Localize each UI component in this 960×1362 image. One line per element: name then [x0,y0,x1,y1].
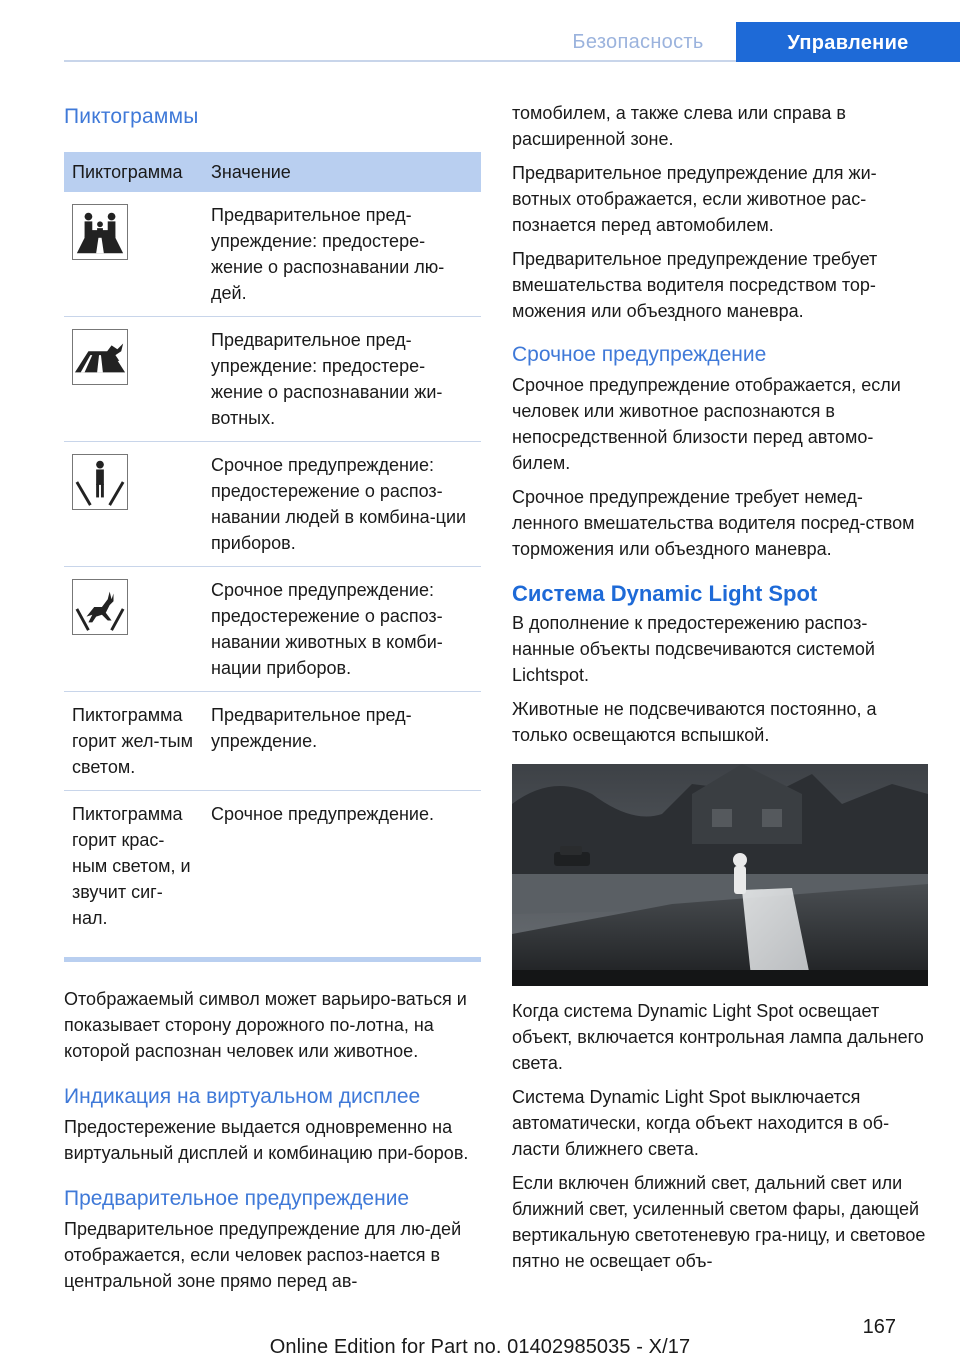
tab-control[interactable]: Управление [736,22,960,62]
table-header [64,152,481,192]
pictogram-cell: Пиктограмма горит жел-тым светом. [72,705,193,777]
meaning-cell: Срочное предупреждение: предостережение о распоз-навании людей в комбина-ции приборов. [211,455,467,553]
pictogram-cell [64,192,203,316]
body-paragraph: Система Dynamic Light Spot выключается автоматически, когда объект находится в об-ласти ближнего света. [512,1087,890,1159]
table-bottom-rule [64,957,481,962]
body-paragraph: Предостережение выдается одновременно на виртуальный дисплей и комбинацию при-боров. [64,1117,469,1163]
table-row [64,692,481,791]
heading-preliminary-warning: Предварительное предупреждение [64,1187,410,1210]
right-column [512,100,928,1274]
dynamic-light-spot-photo [512,764,928,986]
body-paragraph: Отображаемый символ может варьиро-ваться и показывает сторону дорожного по-лотна, на которой распознан человек или животное. [64,989,467,1061]
section-title-pictograms: Пиктограммы [64,105,199,128]
animal-road-icon [72,329,128,385]
pictogram-cell [64,442,203,566]
heading-virtual-display: Индикация на виртуальном дисплее [64,1085,421,1108]
body-paragraph: В дополнение к предостережению распоз-нанные объекты подсвечиваются системой Lichtspot. [512,613,875,685]
page-number: 167 [862,1316,896,1338]
pictogram-cell [64,567,203,691]
heading-urgent-warning: Срочное предупреждение [512,343,767,366]
column-header-pictogram: Пиктограмма [72,161,183,182]
pictogram-cell: Пиктограмма горит крас-ным светом, и звучит сиг-нал. [72,804,191,928]
column-header-meaning: Значение [211,161,291,182]
meaning-cell: Срочное предупреждение. [211,804,434,824]
body-paragraph: Если включен ближний свет, дальний свет или ближний свет, усиленный светом фары, дающей вертикальную светотеневую гра-ницу, и световое пятно не освещает объ- [512,1173,926,1271]
body-paragraph: Когда система Dynamic Light Spot освещает объект, включается контрольная лампа дальнего света. [512,1001,924,1073]
body-paragraph: томобилем, а также слева или справа в расширенной зоне. [512,103,846,149]
body-paragraph: Предварительное предупреждение для жи-вотных отображается, если животное рас-познается перед автомобилем. [512,163,877,235]
edition-note: Online Edition for Part no. 01402985035 - X/17 [269,1336,691,1358]
body-paragraph: Предварительное предупреждение для лю-дей отображается, если человек распоз-нается в центральной зоне прямо перед ав- [64,1219,462,1291]
table-row [64,317,481,442]
pedestrians-icon [72,204,128,260]
heading-dynamic-light-spot: Система Dynamic Light Spot [512,581,818,606]
meaning-cell: Предварительное пред-упреждение: предостере-жение о распознавании жи-вотных. [211,330,443,428]
table-row [64,791,481,941]
body-paragraph: Животные не подсвечиваются постоянно, а только освещаются вспышкой. [512,699,877,745]
pictogram-table [64,152,481,962]
body-paragraph: Срочное предупреждение отображается, если человек или животное распознаются в непосредственной близости перед автомо-билем. [512,375,901,473]
deer-warning-icon [72,579,128,635]
meaning-cell: Предварительное пред-упреждение: предостере-жение о распознавании лю-дей. [211,205,445,303]
person-warning-icon [72,454,128,510]
table-row [64,567,481,692]
table-row [64,442,481,567]
tab-safety[interactable]: Безопасность [572,31,704,53]
body-paragraph: Предварительное предупреждение требует вмешательства водителя посредством тор-можения или объездного маневра. [512,249,878,321]
table-row [64,192,481,317]
meaning-cell: Предварительное пред-упреждение. [211,705,412,751]
pictogram-cell [64,317,203,441]
left-column [64,100,481,1294]
body-paragraph: Срочное предупреждение требует немед-ленного вмешательства водителя посред-ством торможения или объездного маневра. [512,487,915,559]
meaning-cell: Срочное предупреждение: предостережение о распоз-навании животных в комби-нации приборов. [211,580,443,678]
